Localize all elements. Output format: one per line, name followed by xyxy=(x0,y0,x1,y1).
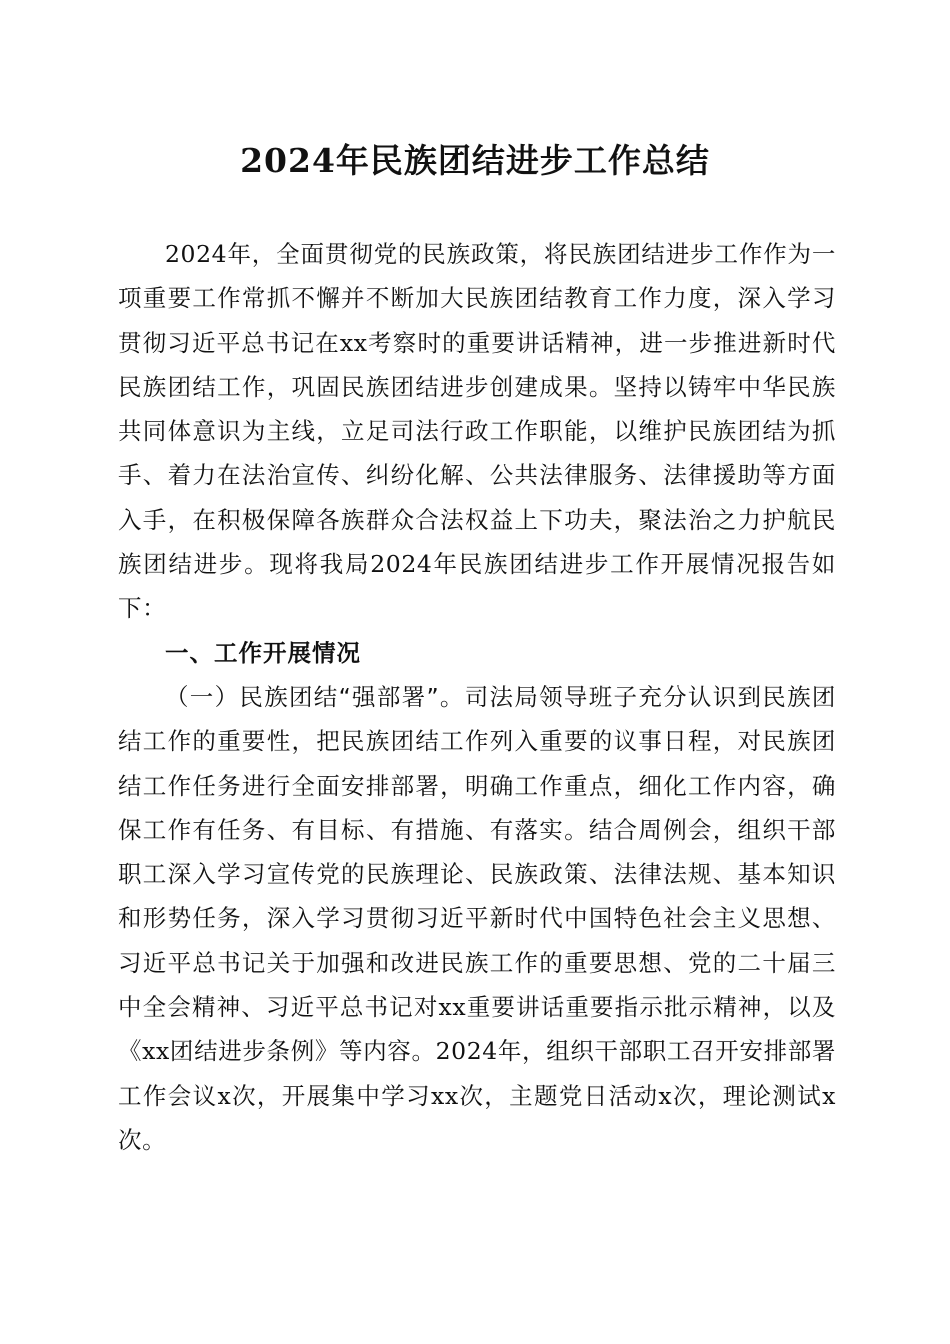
document-body xyxy=(118,232,836,1162)
section-heading-1: 一、工作开展情况 xyxy=(165,638,361,667)
subsection-lead-1: （一）民族团结“强部署”。 xyxy=(165,682,465,711)
intro-paragraph: 2024年，全面贯彻党的民族政策，将民族团结进步工作作为一项重要工作常抓不懈并不断加大民族团结教育工作力度，深入学习贯彻习近平总书记在xx考察时的重要讲话精神，进一步推进新时代民族团结工作，巩固民族团结进步创建成果。坚持以铸牢中华民族共同体意识为主线，立足司法行政工作职能，以维护民族团结为抓手、着力在法治宣传、纠纷化解、公共法律服务、法律援助等方面入手，在积极保障各族群众合法权益上下功夫，聚法治之力护航民族团结进步。现将我局2024年民族团结进步工作开展情况报告如下： xyxy=(118,240,836,623)
subsection-paragraph-1 xyxy=(118,675,836,1162)
document-title: 2024年民族团结进步工作总结 xyxy=(240,141,710,180)
subsection-body-1: 司法局领导班子充分认识到民族团结工作的重要性，把民族团结工作列入重要的议事日程，对民族团结工作任务进行全面安排部署，明确工作重点，细化工作内容，确保工作有任务、有目标、有措施、有落实。结合周例会，组织干部职工深入学习宣传党的民族理论、民族政策、法律法规、基本知识和形势任务，深入学习贯彻习近平新时代中国特色社会主义思想、习近平总书记关于加强和改进民族工作的重要思想、党的二十届三中全会精神、习近平总书记对xx重要讲话重要指示批示精神，以及《xx团结进步条例》等内容。2024年，组织干部职工召开安排部署工作会议x次，开展集中学习xx次，主题党日活动x次，理论测试x次。 xyxy=(118,682,837,1154)
